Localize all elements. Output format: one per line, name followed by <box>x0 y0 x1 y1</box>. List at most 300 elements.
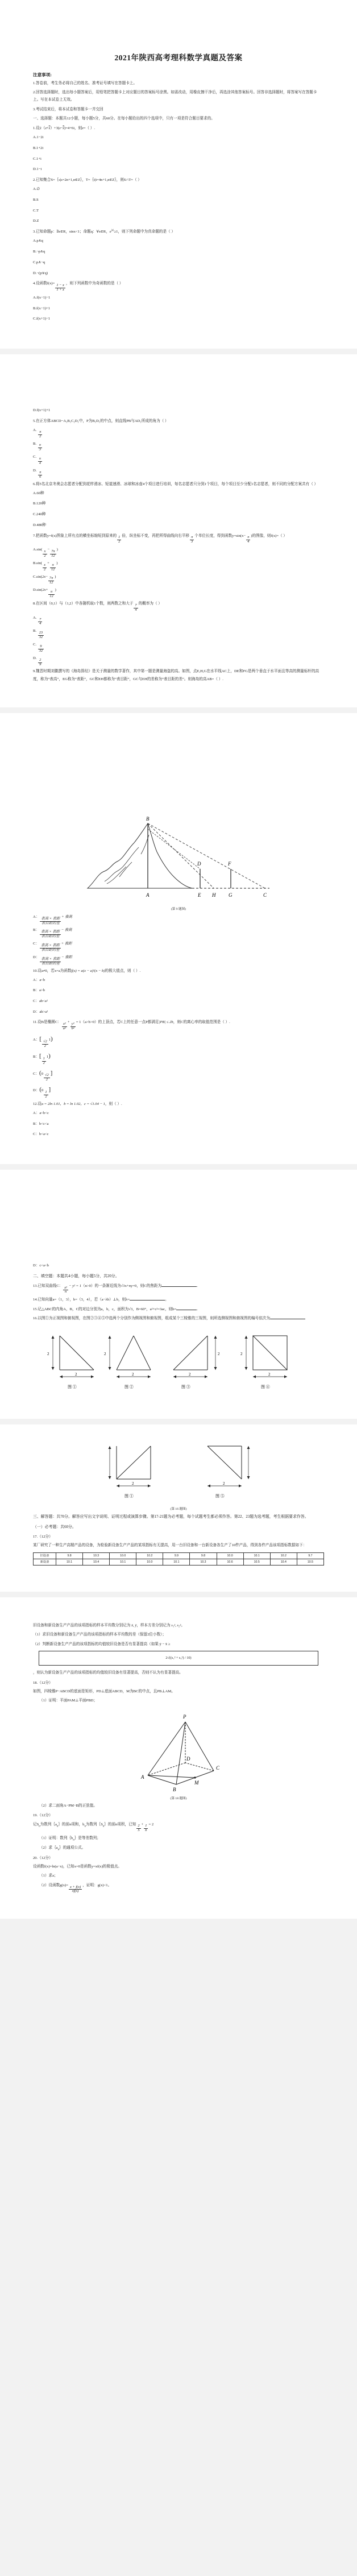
cell: 10.1 <box>163 1559 190 1565</box>
q5-b-den: 3 <box>39 448 41 452</box>
svg-text:2: 2 <box>189 1372 191 1377</box>
q17-sub2-tail: ，则认为新设备生产产品的该项指标的均值较旧设备有显著提高，否则不认为有显著提高。 <box>33 1671 183 1675</box>
question-5-stem: 5.在正方体ABCD−A₁B₁C₁D₁中，P为B₁D₁的中点，则直线PB与AD₁所成的角为（ ） <box>33 419 169 423</box>
q11-eq: = 1 <box>76 1020 81 1025</box>
q17-tail-a: 旧设备和新设备生产产品的该项指标的样本平均数分别记为 <box>33 1623 131 1627</box>
page-4 <box>0 1170 357 1419</box>
q20-g-den: xf(x) <box>72 1889 79 1894</box>
cell: 10.4 <box>83 1559 110 1565</box>
q7-f1-num: 1 <box>118 535 121 540</box>
q9-d-tail: 表距 <box>64 955 72 959</box>
q17-sub1-mark: （1） <box>33 1633 43 1637</box>
page-6 <box>0 1597 357 1919</box>
svg-text:2: 2 <box>132 1372 134 1377</box>
q1-text-d: − <box>60 126 63 131</box>
view-figure-1-repeat <box>109 1446 151 1498</box>
q8-fraction <box>134 604 138 612</box>
q7-fraction-3 <box>246 536 250 544</box>
q5-option-a[interactable] <box>33 426 324 439</box>
q7-f3-den: 4 <box>247 540 250 544</box>
q4-option-a[interactable]: A.f(x−1)−1 <box>33 295 51 300</box>
q10-option-b[interactable]: B：a>b <box>33 988 45 993</box>
q5-b-fraction <box>38 444 42 452</box>
q11-plus: + <box>67 1020 70 1025</box>
q1-option-d[interactable]: D.1−i <box>33 167 42 172</box>
q11-d-letter: D： <box>33 1088 40 1093</box>
q1-option-b[interactable]: B.1+2i <box>33 146 44 151</box>
question-2-stem: 2.已知集合S=｛s|s=2n+1,n∈Z｝，T=｛t|t=4n+1,n∈Z｝，则S∩T=（ ） <box>33 178 142 183</box>
q7-c-frac-2 <box>48 574 56 585</box>
q9-c-fraction <box>40 944 61 952</box>
q13-answer-blank[interactable] <box>161 1283 197 1287</box>
q8-d-letter: D. <box>33 656 37 660</box>
q1-text-e: )=4+6i，则 <box>64 126 82 131</box>
q3-option-c[interactable]: C.p∧¬q <box>33 260 45 264</box>
q3-exp-sup: |x| <box>111 229 114 233</box>
q4-frac-num: 1 − x <box>56 283 64 288</box>
cell: 10.3 <box>83 1552 110 1559</box>
q7-f2-den: 3 <box>191 540 193 544</box>
svg-text:P: P <box>183 1713 186 1720</box>
question-15-stem <box>33 1306 324 1313</box>
q11-option-c[interactable] <box>33 1067 324 1083</box>
question-14-stem <box>33 1296 324 1303</box>
question-13-stem <box>33 1282 324 1295</box>
q9-a-den: 表目距的差 <box>41 921 60 925</box>
question-6-stem: 6.将5名北京冬奥会志愿者分配到花样滑冰、短道速滑、冰球和冰壶4个项目进行培训，每名志愿者只分到1个项目，每个项目至少分配1名志愿者，则不同的分配方案共有（ ） <box>33 482 318 486</box>
q8-d-den: 9 <box>39 662 41 666</box>
q19-sub2-sub: n <box>57 1848 59 1852</box>
q10-text-b: 的极大值点，则（ ）. <box>105 968 141 973</box>
q19-sub2-a: （2）求｛a <box>39 1845 58 1850</box>
q7-a-t1d: 2 <box>44 554 46 558</box>
row-label-old: 旧设备 <box>34 1552 56 1559</box>
q7-d-t1: 2x <box>42 588 46 593</box>
svg-text:B: B <box>173 1786 176 1792</box>
q7-c-t2d: 12 <box>49 581 53 585</box>
q19-sub-1: n <box>39 1824 40 1828</box>
question-19-stem <box>33 1821 324 1833</box>
q1-option-a[interactable]: A.1−2i <box>33 135 44 140</box>
q8-c-letter: C. <box>33 643 37 647</box>
q11-a-d1: 2 <box>44 1043 46 1048</box>
q10-option-d[interactable]: D：ab>a² <box>33 1009 48 1014</box>
cell: 10.5 <box>297 1559 323 1565</box>
q7-option-b[interactable] <box>33 560 324 572</box>
q6-option-c[interactable]: C.240种 <box>33 512 46 517</box>
q14-text-a: 14.已知向量a=（1，3），b=（3，4），若（a−λb）⊥b，则λ= <box>33 1298 130 1302</box>
q7-c-t2n: 7π <box>49 576 53 581</box>
q11-c-d2: 2 <box>45 1078 48 1082</box>
q5-option-c[interactable] <box>33 453 324 466</box>
q7-option-d[interactable] <box>33 586 324 599</box>
q8-b-letter: B. <box>33 629 37 633</box>
q11-b-v2: 1 <box>46 1054 49 1059</box>
q11-c-frac <box>44 1074 50 1082</box>
q6-option-d[interactable]: D.480种 <box>33 523 46 527</box>
q7-d-post: ) <box>55 588 56 593</box>
q11-a-n1: √2 <box>43 1039 47 1044</box>
svg-text:图 ③: 图 ③ <box>181 1384 190 1389</box>
q7-c-t1: 2x <box>41 574 46 579</box>
svg-text:C: C <box>216 1765 220 1771</box>
q7-d-pre: sin( <box>36 588 43 593</box>
q11-d-v1: 0 <box>41 1088 44 1093</box>
q10-option-a[interactable]: A：a<b <box>33 978 45 982</box>
question-10-stem <box>33 967 324 975</box>
q1-z-3: z <box>82 126 84 131</box>
svg-text:F: F <box>228 860 231 867</box>
page-5 <box>0 1424 357 1592</box>
svg-text:A: A <box>146 892 150 898</box>
q5-b-letter: B. <box>33 441 37 446</box>
q5-a-letter: A. <box>33 428 37 432</box>
q3-text-b: ≥1，则下列命题中为真命题的是（ ） <box>114 230 175 234</box>
q1-text-b: + <box>47 126 49 131</box>
q11-y-num: y² <box>70 1022 76 1027</box>
q3-option-a[interactable]: A.p∧q <box>33 239 43 243</box>
q6-option-a[interactable]: A.60种 <box>33 491 44 495</box>
q9-b-op: − <box>61 928 64 933</box>
q7-option-a[interactable] <box>33 546 324 558</box>
svg-text:C: C <box>263 892 267 898</box>
svg-text:2: 2 <box>218 1351 220 1356</box>
q9-option-d[interactable] <box>33 954 324 966</box>
q19-f1-den: S <box>138 1828 140 1833</box>
q19-text-d: 为数列｛S <box>85 1822 103 1827</box>
view-figure-1 <box>47 1336 94 1389</box>
q5-a-fraction <box>38 430 42 439</box>
q9-figure-caption: (第 9 题图) <box>171 907 186 911</box>
section-3-sub-heading: （一）必考题：共60分。 <box>33 1525 76 1529</box>
q17-sub2-prefix: 判断新设备生产产品的该项指标的均值较旧设备是否有显著提高（如果 ȳ − x̄ ≥ <box>42 1642 171 1646</box>
q9-d-op: − <box>61 955 64 959</box>
svg-text:图 ①: 图 ① <box>68 1384 77 1389</box>
q7-text-b: 倍，纵坐标不变，再把所得曲线向右平移 <box>122 533 190 538</box>
q2-option-c[interactable]: C.T <box>33 208 39 213</box>
question-18-mark: 18.（12分） <box>33 1680 53 1685</box>
q19-text-c: ｝的前n项和，b <box>58 1822 85 1827</box>
q7-d-t2d: 12 <box>49 594 53 599</box>
q16-text-a: 16.以图①为正视图和俯视图，在图②③④⑤中选两个分别作为侧视图和俯视图，组成某个三棱锥的三视图，则所选侧视图和俯视图的编号依次为 <box>33 1316 271 1320</box>
table-row <box>34 1559 324 1565</box>
q19-f1-num: 2 <box>138 1824 140 1828</box>
q17-sub2-mark: （2） <box>33 1642 43 1646</box>
q18-figure-caption: (第 18 题图) <box>170 1796 187 1800</box>
svg-text:H: H <box>212 892 216 898</box>
view-figure-2 <box>104 1336 151 1389</box>
q9-c-den: 表目距的差 <box>41 947 60 952</box>
q9-c-num: 表高 × 表距 <box>41 943 60 948</box>
svg-text:图 ④: 图 ④ <box>261 1384 270 1389</box>
q11-y-den: b² <box>71 1026 74 1031</box>
q8-text-b: 的概率为（ ） <box>138 601 162 606</box>
q3-exp-base: e <box>109 230 111 234</box>
q7-c-letter: C. <box>33 574 37 579</box>
q11-a-close: ) <box>51 1036 53 1043</box>
svg-text:2: 2 <box>268 1372 271 1377</box>
q2-option-d[interactable]: D.Z <box>33 219 39 223</box>
q19-eq-plus: + <box>141 1822 144 1827</box>
q12-text-a: 12.设 <box>33 1101 41 1106</box>
q11-x-den: a² <box>63 1026 66 1031</box>
q8-b-den: 32 <box>39 635 43 640</box>
q8-a-letter: A. <box>33 615 37 620</box>
q11-d-close: ] <box>48 1086 51 1094</box>
section-2-heading: 二、填空题：本题共4小题，每小题5分，共20分。 <box>33 1274 119 1278</box>
q11-b-letter: B： <box>33 1054 39 1059</box>
q11-c-close: ] <box>50 1069 53 1076</box>
q13-text-c: . <box>197 1283 198 1288</box>
q8-option-c[interactable] <box>33 641 324 653</box>
three-view-diagrams-row2 <box>45 1442 312 1505</box>
q7-a-t1n: x <box>43 550 47 554</box>
q5-option-d[interactable] <box>33 467 324 479</box>
q8-option-d[interactable] <box>33 655 324 667</box>
q20-sub2-b: ，证明：g(x)<1。 <box>82 1883 112 1887</box>
svg-text:图 ①: 图 ① <box>124 1493 134 1498</box>
q9-a-tail: 表高 <box>64 914 72 919</box>
cell: 9.9 <box>163 1552 190 1559</box>
q11-b-close: ) <box>48 1052 51 1059</box>
q14-answer-blank[interactable] <box>130 1297 165 1301</box>
q19-sub1-sub: n <box>73 1838 74 1841</box>
q1-zbar-1: $\overline{z}$ <box>48 126 51 131</box>
cell: 10.0 <box>110 1552 136 1559</box>
q11-option-b[interactable] <box>33 1050 324 1066</box>
q11-option-a[interactable] <box>33 1033 324 1049</box>
q11-c-n2: √2 <box>44 1073 49 1078</box>
q9-c-op: + <box>61 942 64 946</box>
svg-text:B: B <box>146 815 150 822</box>
cell: 10.6 <box>217 1559 243 1565</box>
q20-sub2-a: （2）设函数g(x)= <box>39 1883 68 1887</box>
q7-c-pre: sin( <box>36 574 42 579</box>
q4-option-d[interactable]: D.f(x+1)+1 <box>33 408 51 412</box>
q7-b-op: + <box>47 561 49 565</box>
q7-b-frac-1 <box>43 564 47 572</box>
q7-d-letter: D. <box>33 588 37 593</box>
question-16-figure-row2 <box>33 1442 324 1511</box>
q7-text-d: )的图像，则f(x)=（ ） <box>251 533 287 538</box>
q8-d-num: 2 <box>39 657 41 662</box>
question-18-stem: 如图，四棱锥P−ABCD的底面是矩形，PD⊥底面ABCD，M为BC的中点，且PB⊥AM。 <box>33 1689 175 1693</box>
q15-text-a: 15.记△ABC的内角A，B，C的对边分别为a，b，c，面积为√3，B=60°，a²+c²=3ac，则b= <box>33 1307 177 1311</box>
question-4-stem <box>33 280 324 292</box>
svg-text:2: 2 <box>47 1351 49 1356</box>
q11-c-v1: 0 <box>41 1071 43 1076</box>
view-figure-5 <box>207 1446 250 1498</box>
q11-frac-y <box>67 1020 76 1031</box>
q19-frac-2 <box>141 1822 148 1833</box>
cell: 10.2 <box>270 1552 297 1559</box>
question-12-stem <box>33 1100 324 1108</box>
q3-option-b[interactable]: B.¬p∧q <box>33 250 45 254</box>
cell: 10.4 <box>270 1559 297 1565</box>
q1-option-c[interactable]: C.1+i <box>33 156 41 161</box>
q20-sub1: （1）求a； <box>39 1874 58 1878</box>
q20-g-num: x + f(x) <box>69 1885 81 1889</box>
q7-b-t2n: π <box>50 564 56 568</box>
q7-b-t2d: 12 <box>51 567 55 571</box>
svg-text:G: G <box>229 892 233 898</box>
cell: 10.0 <box>217 1552 243 1559</box>
q8-option-b[interactable] <box>33 627 324 640</box>
q12-option-a[interactable]: A：a<b<c <box>33 1111 49 1116</box>
q4-option-c[interactable]: C.f(x+1)−1 <box>33 317 50 321</box>
q6-option-b[interactable]: B.120种 <box>33 502 46 506</box>
section-3-heading: 三、解答题：共70分。解答应写出文字说明、证明过程或演算步骤。第17-21题为必考题，每个试题考生都必须作答。第22、23题为选考题，考生根据要求作答。 <box>33 1514 309 1519</box>
svg-text:2: 2 <box>132 1481 134 1486</box>
q7-text-a: 7.把函数y=f(x)图象上所有点的横坐标缩短到原来的 <box>33 533 117 538</box>
q13-h-num: x² <box>64 1285 67 1290</box>
q7-f1-den: 2 <box>118 540 121 544</box>
q17-tail-c: 。 <box>181 1623 185 1627</box>
q8-c-num: 9 <box>38 645 44 649</box>
q17-tail-b: ，样本方差分别记为 <box>136 1623 171 1627</box>
question-19-mark: 19.（12分） <box>33 1813 53 1818</box>
q19-sub-2: n <box>56 1824 59 1828</box>
q16-figure-caption: (第 16 题图) <box>170 1507 187 1511</box>
q11-c-letter: C： <box>33 1071 39 1076</box>
q7-text-c: 个单位长度，得到函数y=sin(x− <box>194 533 246 538</box>
q5-c-den: 4 <box>39 461 41 465</box>
svg-text:M: M <box>194 1779 199 1786</box>
q19-sub1-a: （1）证明：数列｛b <box>39 1836 73 1840</box>
q11-d-frac <box>44 1091 48 1099</box>
q13-text-a: 13.已知双曲线C： <box>33 1283 63 1288</box>
question-1-stem <box>33 125 324 132</box>
page-1 <box>0 0 357 349</box>
row-label-new: 新设备 <box>34 1559 56 1565</box>
notice-item-3: 3.考试结束后，将本试卷和答题卡一并交回 <box>33 107 103 111</box>
q11-abs: |PB| ≤ 2b <box>159 1020 173 1025</box>
q2-option-b[interactable]: B.S <box>33 198 39 202</box>
svg-text:D: D <box>197 860 201 867</box>
q10-expression: f(x) = a(x − a)²(x − b) <box>71 968 105 973</box>
q8-c-fraction <box>38 645 44 653</box>
q8-f-den: 4 <box>135 607 137 612</box>
cell: 10.0 <box>136 1559 163 1565</box>
q18-sub1: （1）证明：平面PAM⊥平面PBD； <box>39 1699 97 1703</box>
q11-b-n1: 1 <box>43 1056 45 1061</box>
q7-b-t1n: x <box>43 564 47 568</box>
q11-d-d2: 2 <box>45 1095 47 1099</box>
q5-d-letter: D. <box>33 468 37 473</box>
q9-c-tail: 表距 <box>64 942 72 946</box>
cell: 9.8 <box>190 1552 217 1559</box>
q7-b-t1d: 2 <box>43 567 46 571</box>
q7-f3-num: π <box>247 535 250 540</box>
q19-text-b: 为数列｛a <box>40 1822 57 1827</box>
q17-xbar-symbols: x̄, ȳ <box>131 1623 137 1627</box>
q7-option-c[interactable] <box>33 573 324 586</box>
question-8-stem <box>33 600 324 612</box>
q4-fraction <box>55 284 65 292</box>
q9-b-num: 表高 × 表距 <box>41 930 60 934</box>
q16-answer-blank[interactable] <box>270 1316 305 1319</box>
q9-d-den: 表目距的差 <box>41 961 60 966</box>
question-11-stem <box>33 1018 324 1031</box>
q11-a-v2: 1 <box>48 1038 51 1042</box>
q11-c-open: ( <box>39 1069 41 1076</box>
cell: 10.1 <box>56 1559 83 1565</box>
q11-b-open: [ <box>39 1052 41 1059</box>
cell: 10.1 <box>243 1552 270 1559</box>
cell: 9.7 <box>297 1552 323 1559</box>
q9-a-fraction <box>40 917 61 926</box>
q12-option-b[interactable]: B：b<c<a <box>33 1121 49 1126</box>
q8-option-a[interactable] <box>33 614 324 627</box>
page-2 <box>0 354 357 707</box>
q5-d-den: 6 <box>39 474 41 479</box>
q5-option-b[interactable] <box>33 440 324 453</box>
q15-text-b: . <box>197 1307 198 1311</box>
q17-sub1 <box>33 1631 324 1639</box>
q8-b-num: 23 <box>39 631 43 635</box>
q9-option-a[interactable] <box>33 913 324 926</box>
q7-a-frac-1 <box>43 550 47 558</box>
question-18-figure <box>33 1709 324 1800</box>
q4-option-b[interactable]: B.f(x−1)+1 <box>33 306 50 310</box>
svg-text:图 ②: 图 ② <box>124 1384 134 1389</box>
q11-b-frac <box>42 1054 49 1066</box>
q9-option-b[interactable] <box>33 926 324 939</box>
q2-option-a[interactable]: A.∅ <box>33 187 40 192</box>
q9-d-fraction <box>40 958 61 966</box>
question-17-stem: 某厂研究了一种生产高精产品的设备，为检验新设备生产产品的某项指标有无提高，用一台旧设备和一台新设备各生产了10件产品，得到各件产品该项指标数据如下： <box>33 1543 307 1547</box>
q17-data-table <box>33 1552 324 1566</box>
q12-option-c[interactable]: C：b<a<c <box>33 1132 49 1137</box>
q9-d-num: 表高 × 表距 <box>41 956 60 961</box>
q7-a-frac-2 <box>47 548 56 558</box>
q10-option-c[interactable]: C：ab<a² <box>33 999 48 1004</box>
q19-f2-den: b <box>145 1828 147 1833</box>
q7-d-op: + <box>45 588 48 593</box>
q19-sub1-b: ｝是等差数列； <box>74 1836 101 1840</box>
q11-d-open: ( <box>39 1086 42 1094</box>
q19-eq-tail: = 2 <box>148 1822 154 1827</box>
q15-answer-blank[interactable] <box>176 1307 197 1310</box>
q19-sub1 <box>33 1835 324 1843</box>
q8-d-fraction <box>38 659 42 667</box>
q7-a-post: ) <box>56 548 58 552</box>
q4-text-b: ，则下列函数中为奇函数的是（ ） <box>65 281 123 286</box>
notice-item-1: 1.答卷前，考生务必将自己的姓名、准考证号填写在答题卡上。 <box>33 81 137 85</box>
q5-c-letter: C. <box>33 455 37 459</box>
q1-text-a: 1.设2（ <box>33 126 45 131</box>
q9-option-c[interactable] <box>33 940 324 952</box>
q19-sub2-b: ｝的通项公式。 <box>59 1845 86 1850</box>
q1-text-f: =（ ）. <box>83 126 96 131</box>
q19-sub-4: n <box>102 1824 105 1828</box>
svg-text:A: A <box>141 1774 144 1780</box>
q7-d-t2n: π <box>48 590 54 595</box>
q14-text-b: 。 <box>165 1298 169 1302</box>
q12-option-d[interactable]: D：c<a<b <box>33 1264 49 1268</box>
q3-option-d[interactable]: D.¬(p∨q) <box>33 271 48 275</box>
island-diagram <box>65 814 292 905</box>
question-16-figure <box>33 1327 324 1394</box>
q7-c-post: ) <box>55 574 56 579</box>
q11-d-n2: 1 <box>45 1090 47 1095</box>
q7-a-t2d: 12 <box>51 554 55 558</box>
q11-option-d[interactable] <box>33 1083 324 1099</box>
q7-b-frac-2 <box>50 564 56 572</box>
q13-fraction <box>63 1286 68 1295</box>
q7-a-letter: A. <box>33 548 37 552</box>
q19-frac-1 <box>136 1824 140 1833</box>
